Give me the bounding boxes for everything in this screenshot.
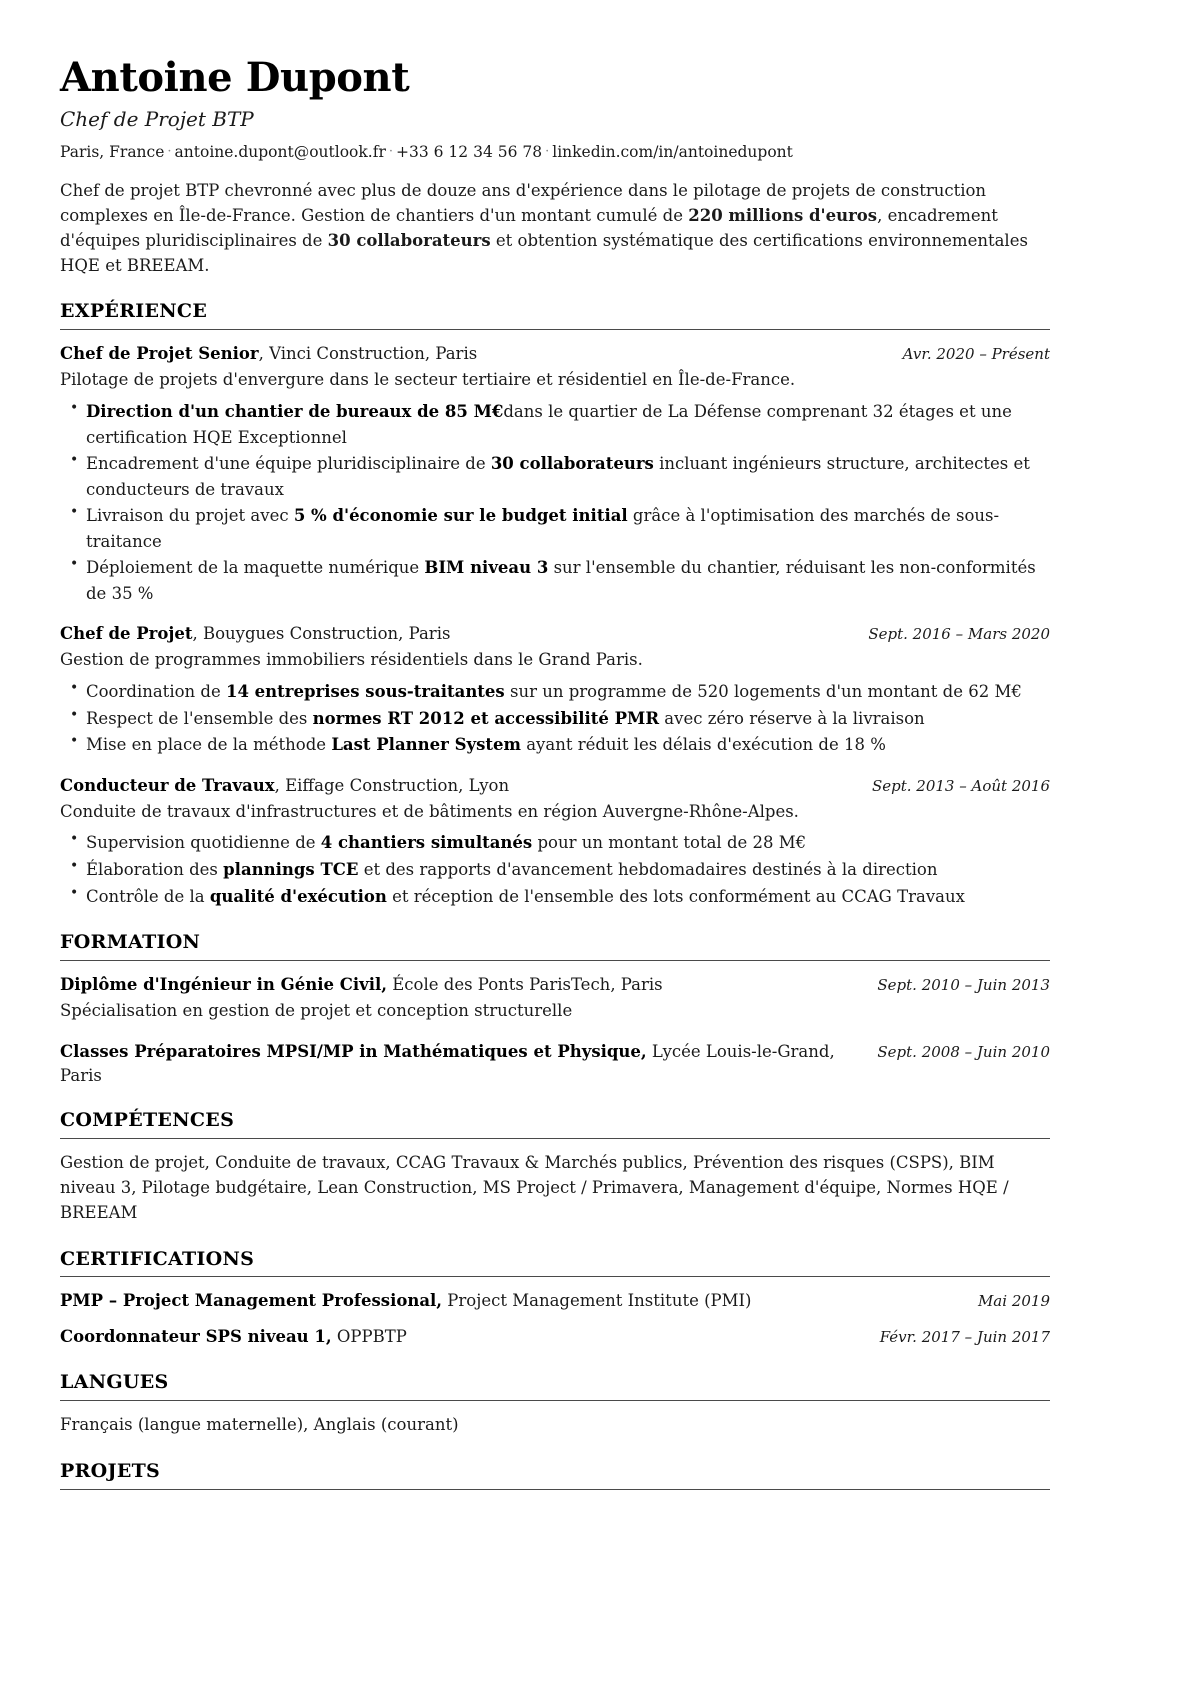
candidate-summary: Chef de projet BTP chevronné avec plus de douze ans d'expérience dans le pilotage de projets de construction complexes en Île-de-France. Gestion de chantiers d'un montant cumulé de 220 millions d'euros, encadrement d'équipes pluridisciplinaires de 30 collaborateurs et obtention systématique des certifications environnementales HQE et BREEAM. — [60, 181, 1028, 275]
section-divider — [60, 1489, 1050, 1490]
job-bullet: • Supervision quotidienne de 4 chantiers simultanés pour un montant total de 28 M€ — [60, 830, 1050, 856]
section-title-langues: LANGUES — [60, 1371, 169, 1394]
certification-entry — [60, 1325, 1050, 1349]
certification-title — [60, 1289, 958, 1313]
experience-entry-title — [60, 622, 848, 646]
education-entry — [60, 1040, 1050, 1088]
job-date-range: Sept. 2016 – Mars 2020 — [868, 625, 1050, 644]
education-entry-title — [60, 1040, 857, 1088]
job-role: Chef de Projet Senior — [60, 344, 259, 364]
education-date-range: Sept. 2010 – Juin 2013 — [877, 975, 1050, 994]
job-bullet: • Déploiement de la maquette numérique BIM niveau 3 sur l'ensemble du chantier, réduisant les non-conformités de 35 % — [60, 555, 1050, 606]
job-role: Chef de Projet — [60, 624, 193, 644]
job-company: , Vinci Construction, Paris — [258, 344, 478, 364]
formation-entry-list — [60, 973, 1050, 1088]
resume-header — [60, 56, 1050, 278]
job-date-range: Avr. 2020 – Présent — [902, 345, 1050, 364]
section-langues — [60, 1371, 1050, 1438]
section-projets — [60, 1460, 1050, 1490]
job-bullet-list — [60, 830, 1050, 909]
job-company: , Eiffage Construction, Lyon — [274, 775, 510, 795]
job-bullet: • Encadrement d'une équipe pluridisciplinaire de 30 collaborateurs incluant ingénieurs structure, architectes et conducteurs de travaux — [60, 451, 1050, 502]
education-school: Lycée Louis-le-Grand, Paris — [60, 1041, 835, 1085]
section-title-competences: COMPÉTENCES — [60, 1109, 235, 1132]
experience-entry — [60, 342, 1050, 606]
contact-separator-icon: · — [388, 143, 393, 159]
education-entry-title — [60, 973, 857, 997]
experience-entry-list — [60, 342, 1050, 909]
job-bullet: • Élaboration des plannings TCE et des rapports d'avancement hebdomadaires destinés à la direction — [60, 857, 1050, 883]
experience-entry-header — [60, 622, 1050, 646]
section-title-formation: FORMATION — [60, 931, 201, 954]
contact-phone[interactable]: +33 6 12 34 56 78 — [396, 142, 543, 161]
job-bullet: • Livraison du projet avec 5 % d'économie sur le budget initial grâce à l'optimisation des marchés de sous-traitance — [60, 503, 1050, 554]
competences-text: Gestion de projet, Conduite de travaux, CCAG Travaux & Marchés publics, Prévention des risques (CSPS), BIM niveau 3, Pilotage budgétaire, Lean Construction, MS Project / Primavera, Management d'équipe, Normes HQE / BREEAM — [60, 1153, 1009, 1222]
experience-entry-title — [60, 774, 852, 798]
section-formation — [60, 931, 1050, 1087]
section-divider — [60, 1400, 1050, 1401]
contact-separator-icon: · — [545, 143, 550, 159]
job-role: Conducteur de Travaux — [60, 775, 275, 795]
certification-date: Févr. 2017 – Juin 2017 — [879, 1328, 1050, 1347]
section-title-experience: EXPÉRIENCE — [60, 300, 208, 323]
job-bullet: • Respect de l'ensemble des normes RT 2012 et accessibilité PMR avec zéro réserve à la livraison — [60, 706, 1050, 732]
experience-entry-header — [60, 774, 1050, 798]
certification-issuer: Project Management Institute (PMI) — [442, 1291, 752, 1311]
section-divider — [60, 329, 1050, 330]
education-degree: Diplôme d'Ingénieur in Génie Civil, — [60, 974, 387, 994]
section-divider — [60, 960, 1050, 961]
section-divider — [60, 1138, 1050, 1139]
section-certifications — [60, 1248, 1050, 1350]
contact-location: Paris, France — [60, 142, 165, 161]
education-degree: Classes Préparatoires MPSI/MP in Mathématiques et Physique, — [60, 1041, 647, 1061]
section-experience — [60, 300, 1050, 909]
section-competences — [60, 1109, 1050, 1225]
certification-date: Mai 2019 — [977, 1292, 1050, 1311]
section-title-projets: PROJETS — [60, 1459, 161, 1482]
job-date-range: Sept. 2013 – Août 2016 — [871, 776, 1050, 795]
certification-name: PMP – Project Management Professional, — [60, 1291, 443, 1311]
certification-entry — [60, 1289, 1050, 1313]
contact-email[interactable]: antoine.dupont@outlook.fr — [174, 142, 386, 161]
job-bullet-list — [60, 399, 1050, 607]
education-entry-header — [60, 973, 1050, 997]
certification-title — [60, 1325, 860, 1349]
experience-entry-title — [60, 342, 883, 366]
contact-line — [60, 142, 1050, 164]
langues-text: Français (langue maternelle), Anglais (courant) — [60, 1414, 459, 1434]
job-company: , Bouygues Construction, Paris — [192, 624, 451, 644]
contact-separator-icon: · — [167, 143, 172, 159]
certification-list — [60, 1289, 1050, 1349]
certification-name: Coordonnateur SPS niveau 1, — [60, 1327, 332, 1347]
section-title-certifications: CERTIFICATIONS — [60, 1247, 255, 1270]
experience-entry-header — [60, 342, 1050, 366]
job-bullet: • Direction d'un chantier de bureaux de 85 M€dans le quartier de La Défense comprenant 32 étages et une certification HQE Exceptionnel — [60, 399, 1050, 450]
job-description: Conduite de travaux d'infrastructures et de bâtiments en région Auvergne-Rhône-Alpes. — [60, 801, 799, 821]
education-date-range: Sept. 2008 – Juin 2010 — [877, 1042, 1050, 1061]
experience-entry — [60, 622, 1050, 757]
education-entry-header — [60, 1040, 1050, 1088]
contact-website[interactable]: linkedin.com/in/antoinedupont — [552, 142, 793, 161]
candidate-name: Antoine Dupont — [60, 54, 410, 101]
candidate-headline: Chef de Projet BTP — [60, 106, 254, 131]
job-description: Gestion de programmes immobiliers résidentiels dans le Grand Paris. — [60, 650, 643, 670]
education-school: École des Ponts ParisTech, Paris — [387, 974, 663, 994]
job-bullet: • Mise en place de la méthode Last Planner System ayant réduit les délais d'exécution de 18 % — [60, 732, 1050, 758]
job-bullet-list — [60, 679, 1050, 758]
section-divider — [60, 1276, 1050, 1277]
experience-entry — [60, 774, 1050, 909]
education-entry — [60, 973, 1050, 1024]
job-description: Pilotage de projets d'envergure dans le secteur tertiaire et résidentiel en Île-de-France. — [60, 370, 796, 390]
job-bullet: • Contrôle de la qualité d'exécution et réception de l'ensemble des lots conformément au CCAG Travaux — [60, 884, 1050, 910]
certification-issuer: OPPBTP — [331, 1327, 407, 1347]
job-bullet: • Coordination de 14 entreprises sous-traitantes sur un programme de 520 logements d'un montant de 62 M€ — [60, 679, 1050, 705]
education-description: Spécialisation en gestion de projet et conception structurelle — [60, 1000, 573, 1020]
